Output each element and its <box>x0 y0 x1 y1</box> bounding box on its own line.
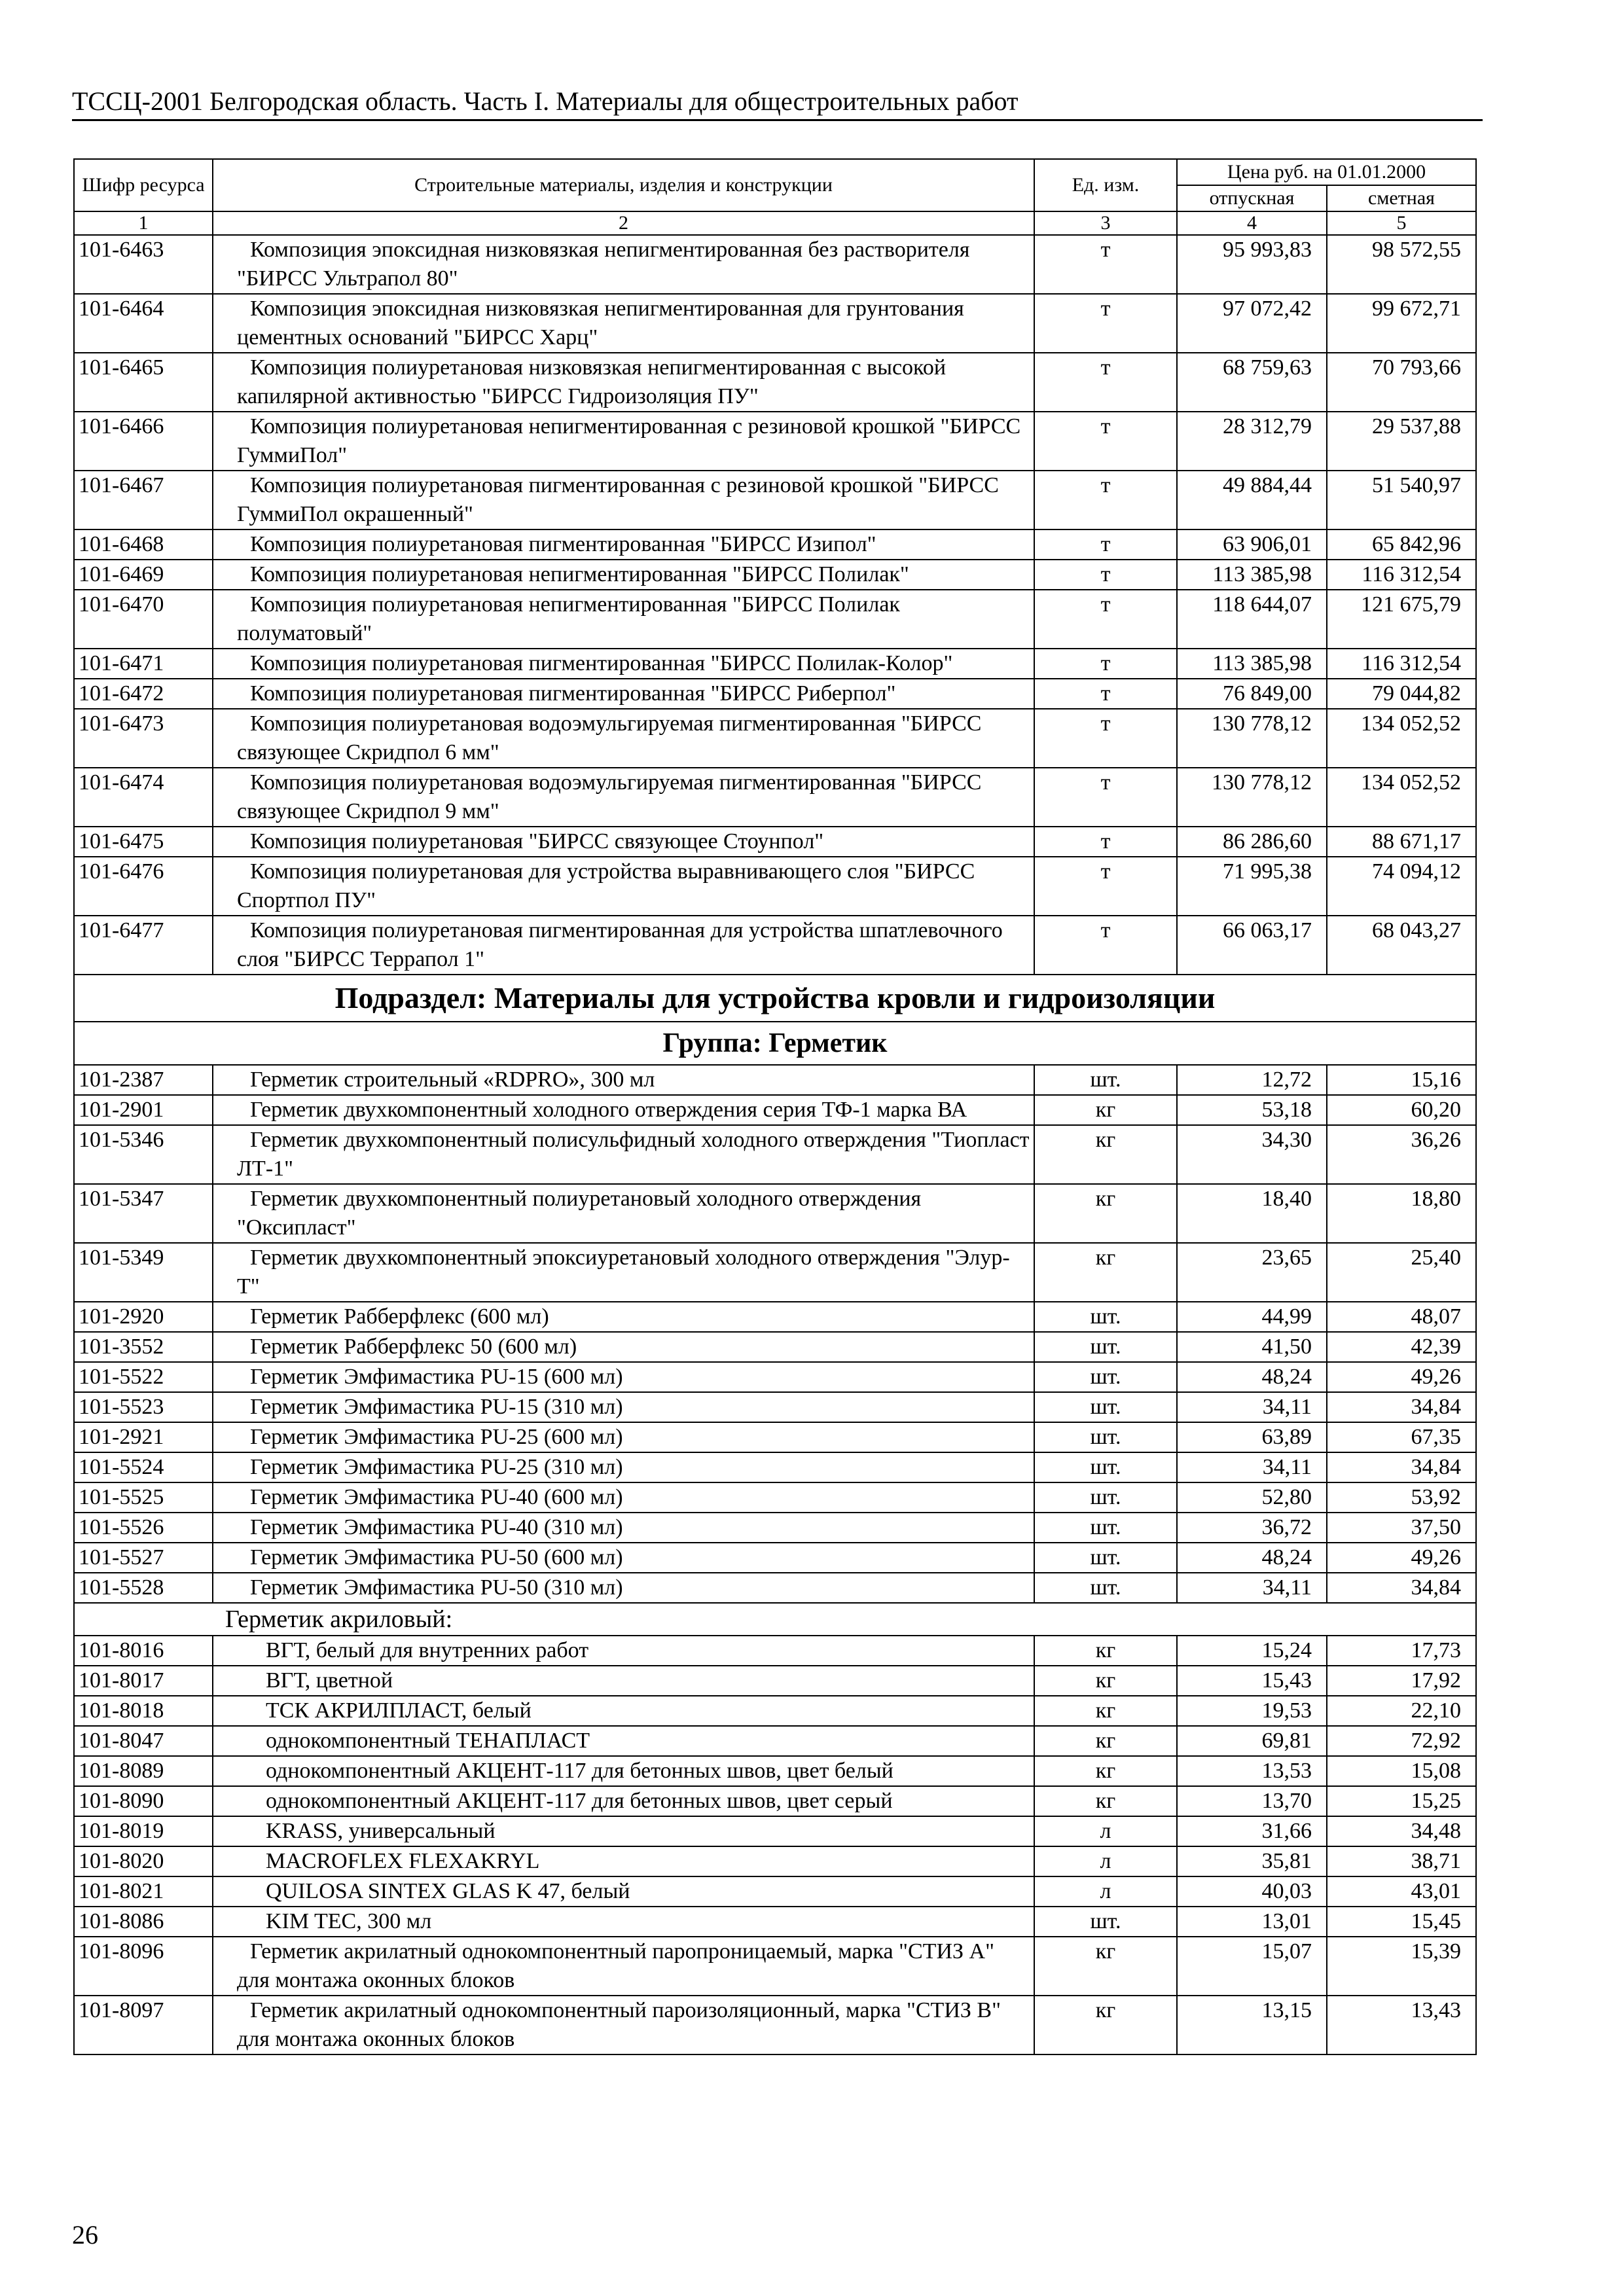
material-name: Герметик двухкомпонентный эпоксиуретановый холодного отверждения "Элур-Т" <box>213 1243 1034 1302</box>
estimate-price: 42,39 <box>1327 1332 1476 1362</box>
material-name: Композиция полиуретановая непигментированная "БИРСС Полилак" <box>213 560 1034 590</box>
table-row <box>74 1726 1476 1756</box>
table-row <box>74 1422 1476 1452</box>
column-number-row <box>74 211 1476 235</box>
unit: шт. <box>1034 1513 1177 1543</box>
release-price: 69,81 <box>1177 1726 1327 1756</box>
unit: шт. <box>1034 1302 1177 1332</box>
estimate-price: 48,07 <box>1327 1302 1476 1332</box>
material-name: однокомпонентный ТЕНАПЛАСТ <box>213 1726 1034 1756</box>
material-name: Герметик Эмфимастика PU-25 (310 мл) <box>213 1452 1034 1482</box>
unit: кг <box>1034 1696 1177 1726</box>
unit: т <box>1034 560 1177 590</box>
release-price: 18,40 <box>1177 1184 1327 1243</box>
unit: шт. <box>1034 1362 1177 1392</box>
material-name: Герметик Эмфимастика PU-15 (310 мл) <box>213 1392 1034 1422</box>
unit: л <box>1034 1876 1177 1907</box>
unit: шт. <box>1034 1482 1177 1513</box>
material-name: Композиция эпоксидная низковязкая непигментированная без растворителя "БИРСС Ультрапол 80" <box>213 235 1034 294</box>
estimate-price: 34,84 <box>1327 1392 1476 1422</box>
table-row <box>74 679 1476 709</box>
table-header-row <box>74 159 1476 185</box>
unit: шт. <box>1034 1392 1177 1422</box>
release-price: 130 778,12 <box>1177 709 1327 768</box>
page-header: ТССЦ-2001 Белгородская область. Часть I. Материалы для общестроительных работ <box>72 86 1019 116</box>
estimate-price: 116 312,54 <box>1327 649 1476 679</box>
resource-code: 101-6471 <box>74 649 213 679</box>
material-name: ВГТ, цветной <box>213 1666 1034 1696</box>
estimate-price: 79 044,82 <box>1327 679 1476 709</box>
table-row <box>74 1937 1476 1996</box>
unit: кг <box>1034 1756 1177 1786</box>
estimate-price: 15,25 <box>1327 1786 1476 1816</box>
table-row <box>74 1696 1476 1726</box>
release-price: 28 312,79 <box>1177 412 1327 471</box>
release-price: 13,01 <box>1177 1907 1327 1937</box>
material-name: Герметик Эмфимастика PU-40 (600 мл) <box>213 1482 1034 1513</box>
resource-code: 101-8020 <box>74 1846 213 1876</box>
resource-code: 101-5524 <box>74 1452 213 1482</box>
unit: т <box>1034 471 1177 529</box>
table-row <box>74 1876 1476 1907</box>
release-price: 49 884,44 <box>1177 471 1327 529</box>
resource-code: 101-5525 <box>74 1482 213 1513</box>
resource-code: 101-5347 <box>74 1184 213 1243</box>
release-price: 44,99 <box>1177 1302 1327 1332</box>
material-name: Герметик двухкомпонентный полиуретановый холодного отверждения "Оксипласт" <box>213 1184 1034 1243</box>
estimate-price: 67,35 <box>1327 1422 1476 1452</box>
estimate-price: 15,16 <box>1327 1065 1476 1095</box>
resource-code: 101-8047 <box>74 1726 213 1756</box>
table-row <box>74 768 1476 827</box>
resource-code: 101-6474 <box>74 768 213 827</box>
release-price: 34,11 <box>1177 1452 1327 1482</box>
subgroup-label-row <box>74 1603 1476 1636</box>
group-title-row <box>74 1022 1476 1065</box>
material-name: Композиция эпоксидная низковязкая непигментированная для грунтования цементных оснований "БИРСС Харц" <box>213 294 1034 353</box>
unit: шт. <box>1034 1452 1177 1482</box>
resource-code: 101-8018 <box>74 1696 213 1726</box>
estimate-price: 15,08 <box>1327 1756 1476 1786</box>
estimate-price: 53,92 <box>1327 1482 1476 1513</box>
table-row <box>74 1996 1476 2054</box>
material-name: Композиция полиуретановая для устройства выравнивающего слоя "БИРСС Спортпол ПУ" <box>213 857 1034 916</box>
resource-code: 101-6477 <box>74 916 213 975</box>
table-row <box>74 1666 1476 1696</box>
resource-code: 101-5349 <box>74 1243 213 1302</box>
section-title-row <box>74 975 1476 1022</box>
unit: т <box>1034 294 1177 353</box>
release-price: 66 063,17 <box>1177 916 1327 975</box>
table-row <box>74 353 1476 412</box>
resource-code: 101-6472 <box>74 679 213 709</box>
resource-code: 101-6468 <box>74 529 213 560</box>
estimate-price: 121 675,79 <box>1327 590 1476 649</box>
release-price: 52,80 <box>1177 1482 1327 1513</box>
release-price: 76 849,00 <box>1177 679 1327 709</box>
estimate-price: 116 312,54 <box>1327 560 1476 590</box>
material-name: Герметик Эмфимастика PU-40 (310 мл) <box>213 1513 1034 1543</box>
material-name: Композиция полиуретановая пигментированная "БИРСС Полилак-Колор" <box>213 649 1034 679</box>
group-title: Группа: Герметик <box>74 1022 1476 1065</box>
release-price: 118 644,07 <box>1177 590 1327 649</box>
material-name: QUILOSA SINTEX GLAS K 47, белый <box>213 1876 1034 1907</box>
estimate-price: 29 537,88 <box>1327 412 1476 471</box>
resource-code: 101-6476 <box>74 857 213 916</box>
table-row <box>74 1452 1476 1482</box>
release-price: 34,11 <box>1177 1573 1327 1603</box>
estimate-price: 134 052,52 <box>1327 709 1476 768</box>
estimate-price: 34,84 <box>1327 1452 1476 1482</box>
material-name: Композиция полиуретановая непигментированная с резиновой крошкой "БИРСС ГуммиПол" <box>213 412 1034 471</box>
unit: т <box>1034 235 1177 294</box>
resource-code: 101-8097 <box>74 1996 213 2054</box>
material-name: Герметик двухкомпонентный холодного отверждения серия ТФ-1 марка ВА <box>213 1095 1034 1125</box>
unit: т <box>1034 353 1177 412</box>
material-name: Герметик Рабберфлекс 50 (600 мл) <box>213 1332 1034 1362</box>
release-price: 15,24 <box>1177 1636 1327 1666</box>
resource-code: 101-8021 <box>74 1876 213 1907</box>
material-name: Композиция полиуретановая пигментированная для устройства шпатлевочного слоя "БИРСС Террапол 1" <box>213 916 1034 975</box>
resource-code: 101-8089 <box>74 1756 213 1786</box>
table-row <box>74 1636 1476 1666</box>
estimate-price: 37,50 <box>1327 1513 1476 1543</box>
resource-code: 101-3552 <box>74 1332 213 1362</box>
table-row <box>74 1846 1476 1876</box>
unit: шт. <box>1034 1573 1177 1603</box>
table-row <box>74 1302 1476 1332</box>
estimate-price: 72,92 <box>1327 1726 1476 1756</box>
estimate-price: 51 540,97 <box>1327 471 1476 529</box>
header-release: отпускная <box>1177 185 1327 211</box>
unit: кг <box>1034 1937 1177 1996</box>
header-code: Шифр ресурса <box>74 159 213 211</box>
estimate-price: 34,84 <box>1327 1573 1476 1603</box>
table-row <box>74 529 1476 560</box>
material-name: Герметик Рабберфлекс (600 мл) <box>213 1302 1034 1332</box>
resource-code: 101-2920 <box>74 1302 213 1332</box>
estimate-price: 88 671,17 <box>1327 827 1476 857</box>
unit: л <box>1034 1846 1177 1876</box>
estimate-price: 34,48 <box>1327 1816 1476 1846</box>
release-price: 19,53 <box>1177 1696 1327 1726</box>
release-price: 12,72 <box>1177 1065 1327 1095</box>
unit: шт. <box>1034 1065 1177 1095</box>
resource-code: 101-6464 <box>74 294 213 353</box>
material-name: Герметик строительный «RDPRO», 300 мл <box>213 1065 1034 1095</box>
resource-code: 101-2387 <box>74 1065 213 1095</box>
resource-code: 101-8016 <box>74 1636 213 1666</box>
material-name: Герметик акрилатный однокомпонентный паропроницаемый, марка "СТИЗ А" для монтажа оконных блоков <box>213 1937 1034 1996</box>
material-name: MACROFLEX FLEXAKRYL <box>213 1846 1034 1876</box>
unit: т <box>1034 649 1177 679</box>
estimate-price: 25,40 <box>1327 1243 1476 1302</box>
estimate-price: 68 043,27 <box>1327 916 1476 975</box>
unit: кг <box>1034 1996 1177 2054</box>
resource-code: 101-6463 <box>74 235 213 294</box>
release-price: 68 759,63 <box>1177 353 1327 412</box>
release-price: 48,24 <box>1177 1543 1327 1573</box>
unit: кг <box>1034 1726 1177 1756</box>
release-price: 31,66 <box>1177 1816 1327 1846</box>
release-price: 13,53 <box>1177 1756 1327 1786</box>
release-price: 34,11 <box>1177 1392 1327 1422</box>
section-title: Подраздел: Материалы для устройства кровли и гидроизоляции <box>74 975 1476 1022</box>
table-row <box>74 1332 1476 1362</box>
table-row <box>74 709 1476 768</box>
material-name: ТСК АКРИЛПЛАСТ, белый <box>213 1696 1034 1726</box>
estimate-price: 65 842,96 <box>1327 529 1476 560</box>
estimate-price: 36,26 <box>1327 1125 1476 1184</box>
unit: кг <box>1034 1666 1177 1696</box>
table-row <box>74 649 1476 679</box>
material-name: Композиция полиуретановая низковязкая непигментированная с высокой капилярной активностью "БИРСС Гидроизоляция ПУ" <box>213 353 1034 412</box>
table-row <box>74 412 1476 471</box>
material-name: Герметик акрилатный однокомпонентный пароизоляционный, марка "СТИЗ В" для монтажа оконных блоков <box>213 1996 1034 2054</box>
unit: т <box>1034 590 1177 649</box>
table-row <box>74 471 1476 529</box>
column-number: 4 <box>1177 211 1327 235</box>
release-price: 15,07 <box>1177 1937 1327 1996</box>
estimate-price: 134 052,52 <box>1327 768 1476 827</box>
table-row <box>74 1125 1476 1184</box>
unit: шт. <box>1034 1543 1177 1573</box>
release-price: 36,72 <box>1177 1513 1327 1543</box>
header-unit: Ед. изм. <box>1034 159 1177 211</box>
table-row <box>74 857 1476 916</box>
unit: т <box>1034 857 1177 916</box>
release-price: 130 778,12 <box>1177 768 1327 827</box>
unit: кг <box>1034 1184 1177 1243</box>
resource-code: 101-8096 <box>74 1937 213 1996</box>
estimate-price: 38,71 <box>1327 1846 1476 1876</box>
release-price: 97 072,42 <box>1177 294 1327 353</box>
resource-code: 101-5527 <box>74 1543 213 1573</box>
material-name: Композиция полиуретановая водоэмульгируемая пигментированная "БИРСС связующее Скридпол 9 мм" <box>213 768 1034 827</box>
column-number: 1 <box>74 211 213 235</box>
release-price: 15,43 <box>1177 1666 1327 1696</box>
estimate-price: 43,01 <box>1327 1876 1476 1907</box>
table-row <box>74 1907 1476 1937</box>
unit: кг <box>1034 1636 1177 1666</box>
table-row <box>74 294 1476 353</box>
release-price: 35,81 <box>1177 1846 1327 1876</box>
resource-code: 101-5526 <box>74 1513 213 1543</box>
unit: кг <box>1034 1243 1177 1302</box>
unit: кг <box>1034 1095 1177 1125</box>
header-rule <box>72 119 1483 121</box>
release-price: 40,03 <box>1177 1876 1327 1907</box>
resource-code: 101-5528 <box>74 1573 213 1603</box>
unit: т <box>1034 529 1177 560</box>
release-price: 71 995,38 <box>1177 857 1327 916</box>
resource-code: 101-2921 <box>74 1422 213 1452</box>
resource-code: 101-6469 <box>74 560 213 590</box>
material-name: KIM TEC, 300 мл <box>213 1907 1034 1937</box>
estimate-price: 70 793,66 <box>1327 353 1476 412</box>
resource-code: 101-5523 <box>74 1392 213 1422</box>
resource-code: 101-8019 <box>74 1816 213 1846</box>
material-name: Композиция полиуретановая пигментированная "БИРСС Изипол" <box>213 529 1034 560</box>
estimate-price: 17,73 <box>1327 1636 1476 1666</box>
release-price: 13,15 <box>1177 1996 1327 2054</box>
release-price: 95 993,83 <box>1177 235 1327 294</box>
material-name: Композиция полиуретановая "БИРСС связующее Стоунпол" <box>213 827 1034 857</box>
estimate-price: 49,26 <box>1327 1362 1476 1392</box>
material-name: Композиция полиуретановая непигментированная "БИРСС Полилак полуматовый" <box>213 590 1034 649</box>
table-row <box>74 235 1476 294</box>
resource-code: 101-6467 <box>74 471 213 529</box>
material-name: Композиция полиуретановая пигментированная "БИРСС Риберпол" <box>213 679 1034 709</box>
estimate-price: 60,20 <box>1327 1095 1476 1125</box>
table-row <box>74 1243 1476 1302</box>
table-row <box>74 1482 1476 1513</box>
resource-code: 101-6475 <box>74 827 213 857</box>
resource-code: 101-6473 <box>74 709 213 768</box>
column-number: 2 <box>213 211 1034 235</box>
unit: т <box>1034 709 1177 768</box>
table-row <box>74 590 1476 649</box>
resource-code: 101-8086 <box>74 1907 213 1937</box>
material-name: однокомпонентный АКЦЕНТ-117 для бетонных швов, цвет белый <box>213 1756 1034 1786</box>
material-name: однокомпонентный АКЦЕНТ-117 для бетонных швов, цвет серый <box>213 1786 1034 1816</box>
release-price: 41,50 <box>1177 1332 1327 1362</box>
unit: т <box>1034 679 1177 709</box>
table-row <box>74 1095 1476 1125</box>
resource-code: 101-6466 <box>74 412 213 471</box>
estimate-price: 13,43 <box>1327 1996 1476 2054</box>
material-name: Герметик Эмфимастика PU-50 (600 мл) <box>213 1543 1034 1573</box>
page-number: 26 <box>72 2220 98 2250</box>
estimate-price: 17,92 <box>1327 1666 1476 1696</box>
table-row <box>74 1573 1476 1603</box>
resource-code: 101-5522 <box>74 1362 213 1392</box>
resource-code: 101-5346 <box>74 1125 213 1184</box>
material-name: Герметик Эмфимастика PU-25 (600 мл) <box>213 1422 1034 1452</box>
table-row <box>74 1786 1476 1816</box>
column-number: 5 <box>1327 211 1476 235</box>
unit: т <box>1034 916 1177 975</box>
estimate-price: 15,39 <box>1327 1937 1476 1996</box>
estimate-price: 74 094,12 <box>1327 857 1476 916</box>
unit: т <box>1034 412 1177 471</box>
release-price: 86 286,60 <box>1177 827 1327 857</box>
resource-code: 101-6465 <box>74 353 213 412</box>
table-row <box>74 1184 1476 1243</box>
material-name: ВГТ, белый для внутренних работ <box>213 1636 1034 1666</box>
release-price: 113 385,98 <box>1177 560 1327 590</box>
material-name: Композиция полиуретановая пигментированная с резиновой крошкой "БИРСС ГуммиПол окрашенный" <box>213 471 1034 529</box>
table-row <box>74 916 1476 975</box>
table-row <box>74 560 1476 590</box>
table-row <box>74 1362 1476 1392</box>
material-name: Композиция полиуретановая водоэмульгируемая пигментированная "БИРСС связующее Скридпол 6 мм" <box>213 709 1034 768</box>
subgroup-label: Герметик акриловый: <box>74 1603 1476 1636</box>
material-name: Герметик Эмфимастика PU-15 (600 мл) <box>213 1362 1034 1392</box>
table-row <box>74 1756 1476 1786</box>
resource-code: 101-8090 <box>74 1786 213 1816</box>
unit: шт. <box>1034 1332 1177 1362</box>
release-price: 23,65 <box>1177 1243 1327 1302</box>
unit: кг <box>1034 1125 1177 1184</box>
column-number: 3 <box>1034 211 1177 235</box>
unit: шт. <box>1034 1907 1177 1937</box>
table-row <box>74 1065 1476 1095</box>
resource-code: 101-6470 <box>74 590 213 649</box>
release-price: 48,24 <box>1177 1362 1327 1392</box>
header-name: Строительные материалы, изделия и конструкции <box>213 159 1034 211</box>
release-price: 53,18 <box>1177 1095 1327 1125</box>
header-estimate: сметная <box>1327 185 1476 211</box>
estimate-price: 15,45 <box>1327 1907 1476 1937</box>
estimate-price: 98 572,55 <box>1327 235 1476 294</box>
table-row <box>74 827 1476 857</box>
release-price: 113 385,98 <box>1177 649 1327 679</box>
price-table <box>73 158 1477 2055</box>
resource-code: 101-2901 <box>74 1095 213 1125</box>
table-row <box>74 1513 1476 1543</box>
table-row <box>74 1392 1476 1422</box>
estimate-price: 99 672,71 <box>1327 294 1476 353</box>
material-name: Герметик двухкомпонентный полисульфидный холодного отверждения "Тиопласт ЛТ-1" <box>213 1125 1034 1184</box>
material-name: Герметик Эмфимастика PU-50 (310 мл) <box>213 1573 1034 1603</box>
unit: кг <box>1034 1786 1177 1816</box>
estimate-price: 49,26 <box>1327 1543 1476 1573</box>
resource-code: 101-8017 <box>74 1666 213 1696</box>
header-price: Цена руб. на 01.01.2000 <box>1177 159 1476 185</box>
unit: л <box>1034 1816 1177 1846</box>
table-row <box>74 1543 1476 1573</box>
unit: шт. <box>1034 1422 1177 1452</box>
table-row <box>74 1816 1476 1846</box>
unit: т <box>1034 768 1177 827</box>
estimate-price: 22,10 <box>1327 1696 1476 1726</box>
estimate-price: 18,80 <box>1327 1184 1476 1243</box>
release-price: 34,30 <box>1177 1125 1327 1184</box>
unit: т <box>1034 827 1177 857</box>
release-price: 63 906,01 <box>1177 529 1327 560</box>
release-price: 13,70 <box>1177 1786 1327 1816</box>
release-price: 63,89 <box>1177 1422 1327 1452</box>
material-name: KRASS, универсальный <box>213 1816 1034 1846</box>
